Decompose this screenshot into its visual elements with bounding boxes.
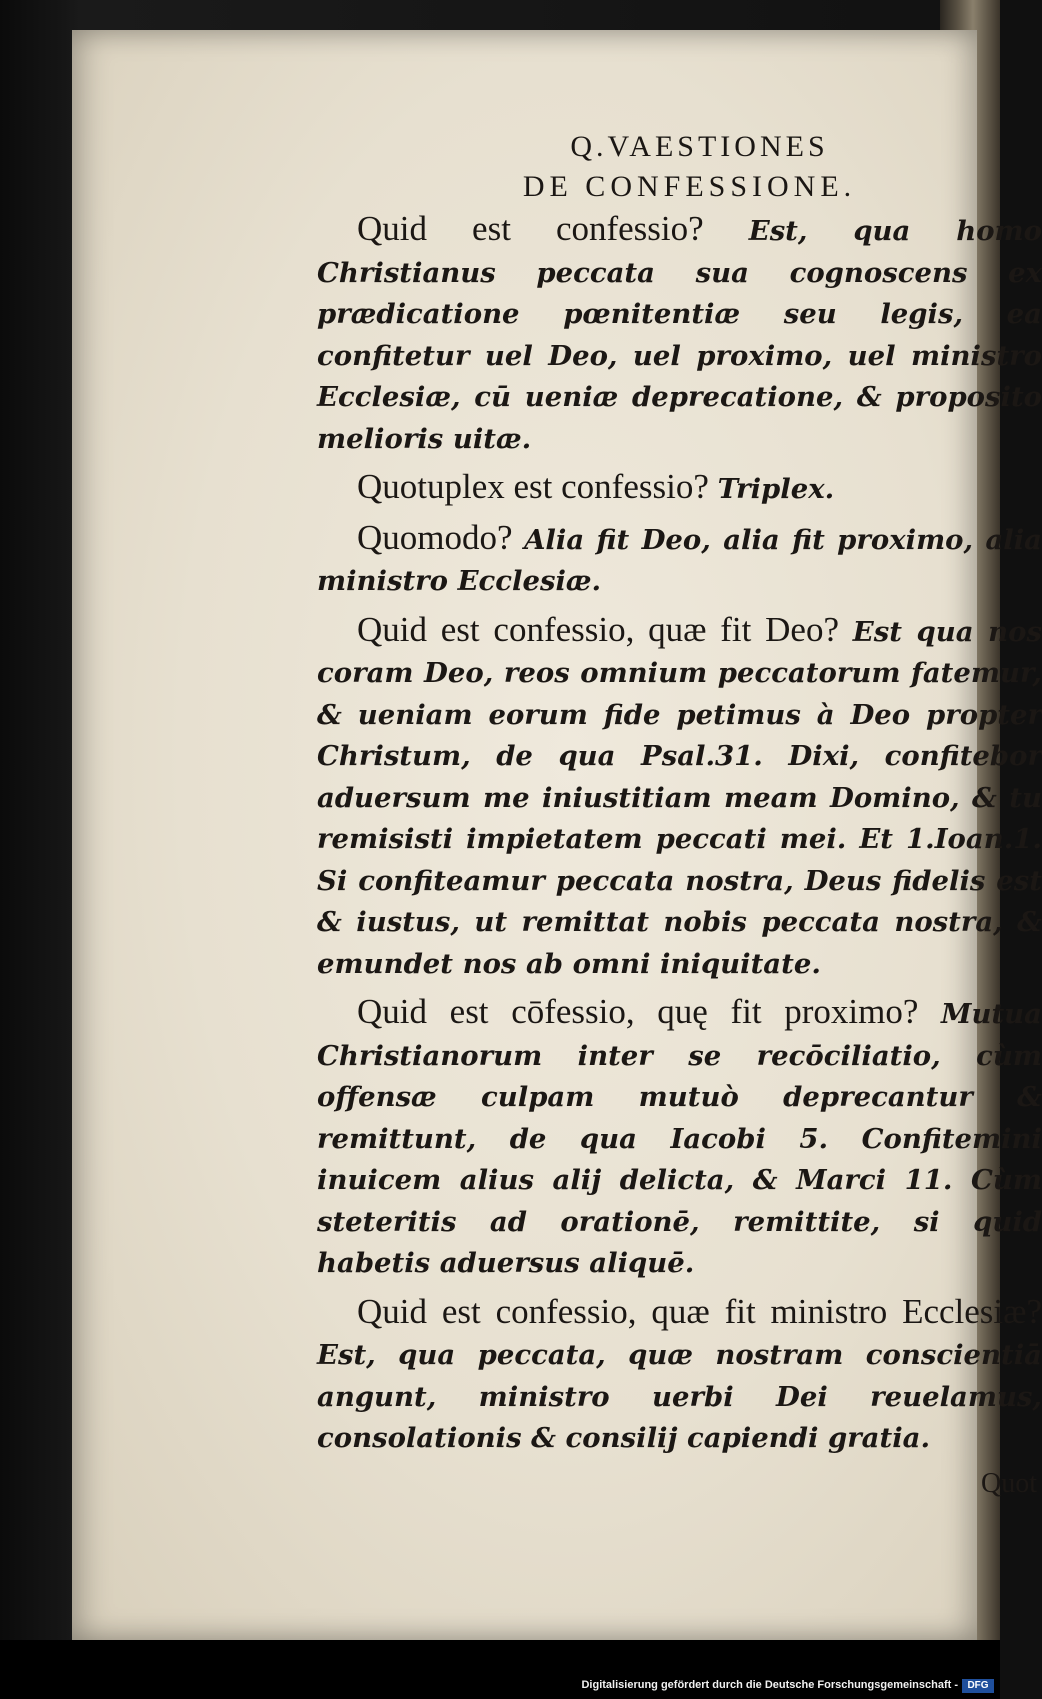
paragraph <box>317 517 1042 603</box>
answer: Est, qua peccata, quæ nostram conscientiā angunt, ministro uerbi Dei reuelamus, consolationis & consilij capiendi gratia. <box>317 1339 1042 1454</box>
book-page <box>72 30 1042 1640</box>
section-title: DE CONFESSIONE. <box>522 170 857 203</box>
question: Quomodo? <box>357 517 513 557</box>
funding-credit: Digitalisierung gefördert durch die Deutsche Forschungsgemeinschaft - <box>581 1679 958 1691</box>
question: Quid est confessio? <box>357 209 704 248</box>
paragraph <box>317 208 1042 460</box>
answer: Mutua Christianorum inter se recōciliatio, cùm offensæ culpam mutuò deprecantur & remittunt, de qua Iacobi 5. Confitemini inuicem alius alij delicta, & Marci 11. Cùm steteritis ad orationē, remittite, si quid habetis aduersus aliquē. <box>317 998 1042 1279</box>
question: Quid est cōfessio, quę fit proximo? <box>357 992 919 1031</box>
paragraph <box>317 466 1042 511</box>
question: Quid est confessio, quæ fit ministro Ecclesiæ? <box>357 1291 1042 1331</box>
catchword: Quot <box>981 1467 1037 1499</box>
answer: Est, qua homo Christianus peccata sua cognoscens ex prædicatione pœnitentiæ seu legis, ea confitetur uel Deo, uel proximo, uel ministro Ecclesiæ, cū ueniæ deprecatione, & proposito melioris uitæ. <box>317 215 1042 455</box>
paragraph <box>317 1291 1042 1460</box>
footer-bar <box>0 1640 1000 1699</box>
answer: Alia fit Deo, alia fit proximo, alia ministro Ecclesiæ. <box>317 523 1042 597</box>
paragraph <box>317 609 1042 986</box>
paragraph <box>317 991 1042 1285</box>
page-text <box>317 130 1042 1500</box>
question: Quid est confessio, quæ fit Deo? <box>357 609 839 649</box>
running-head: Q.VAESTIONES <box>570 130 829 163</box>
question: Quotuplex est confessio? <box>357 467 709 506</box>
answer: Triplex. <box>717 473 835 505</box>
answer: Est qua nos coram Deo, reos omnium peccatorum fatemur, & ueniam eorum fide petimus à Deo propter Christum, de qua Psal.31. Dixi, confitebor aduersum me iniustitiam meam Domino, & tu remisisti impietatem peccati mei. Et 1.Ioan.1. Si confiteamur peccata nostra, Deus fidelis est & iustus, ut remittat nobis peccata nostra, & emundet nos ab omni iniquitate. <box>317 615 1042 980</box>
dfg-logo-icon: DFG <box>962 1679 994 1693</box>
